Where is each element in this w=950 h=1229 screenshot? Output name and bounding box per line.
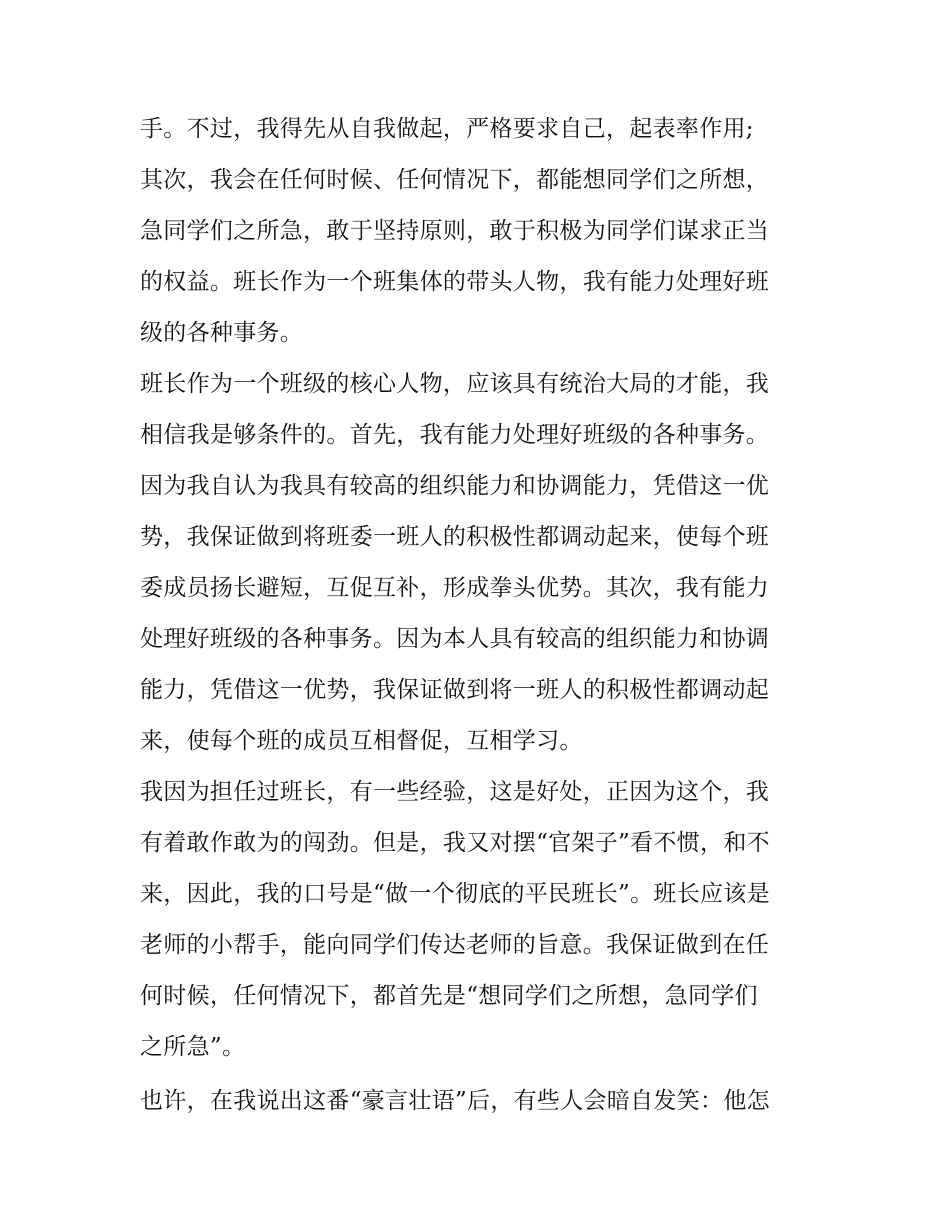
text-line: 我因为担任过班长，有一些经验，这是好处，正因为这个，我 [140,779,770,805]
text-line: 势，我保证做到将班委一班人的积极性都调动起来，使每个班 [140,524,770,550]
document-body [140,104,820,1127]
text-line: 委成员扬长避短，互促互补，形成拳头优势。其次，我有能力 [140,575,770,601]
text-line: 老师的小帮手，能向同学们传达老师的旨意。我保证做到在任 [140,932,770,958]
text-line: 手。不过，我得先从自我做起，严格要求自己，起表率作用; [140,116,754,142]
text-line: 何时候，任何情况下，都首先是“想同学们之所想，急同学们 [140,983,758,1009]
text-line: 相信我是够条件的。首先，我有能力处理好班级的各种事务。 [140,422,770,448]
text-line: 的权益。班长作为一个班集体的带头人物，我有能力处理好班 [140,269,770,295]
text-line: 处理好班级的各种事务。因为本人具有较高的组织能力和协调 [140,626,770,652]
text-line: 班长作为一个班级的核心人物，应该具有统治大局的才能，我 [140,371,770,397]
text-line: 也许，在我说出这番“豪言壮语”后，有些人会暗自发笑：他怎 [140,1088,770,1114]
text-line: 来，因此，我的口号是“做一个彻底的平民班长”。班长应该是 [140,881,770,907]
text-line: 能力，凭借这一优势，我保证做到将一班人的积极性都调动起 [140,677,770,703]
text-line: 因为我自认为我具有较高的组织能力和协调能力，凭借这一优 [140,473,770,499]
text-line: 有着敢作敢为的闯劲。但是，我又对摆“官架子”看不惯，和不 [140,830,770,856]
text-line: 来，使每个班的成员互相督促，互相学习。 [140,728,583,754]
text-line: 其次，我会在任何时候、任何情况下，都能想同学们之所想， [140,167,770,193]
text-line: 级的各种事务。 [140,320,304,346]
text-line: 急同学们之所急，敢于坚持原则，敢于积极为同学们谋求正当 [140,218,770,244]
text-line: 之所急”。 [140,1034,246,1060]
